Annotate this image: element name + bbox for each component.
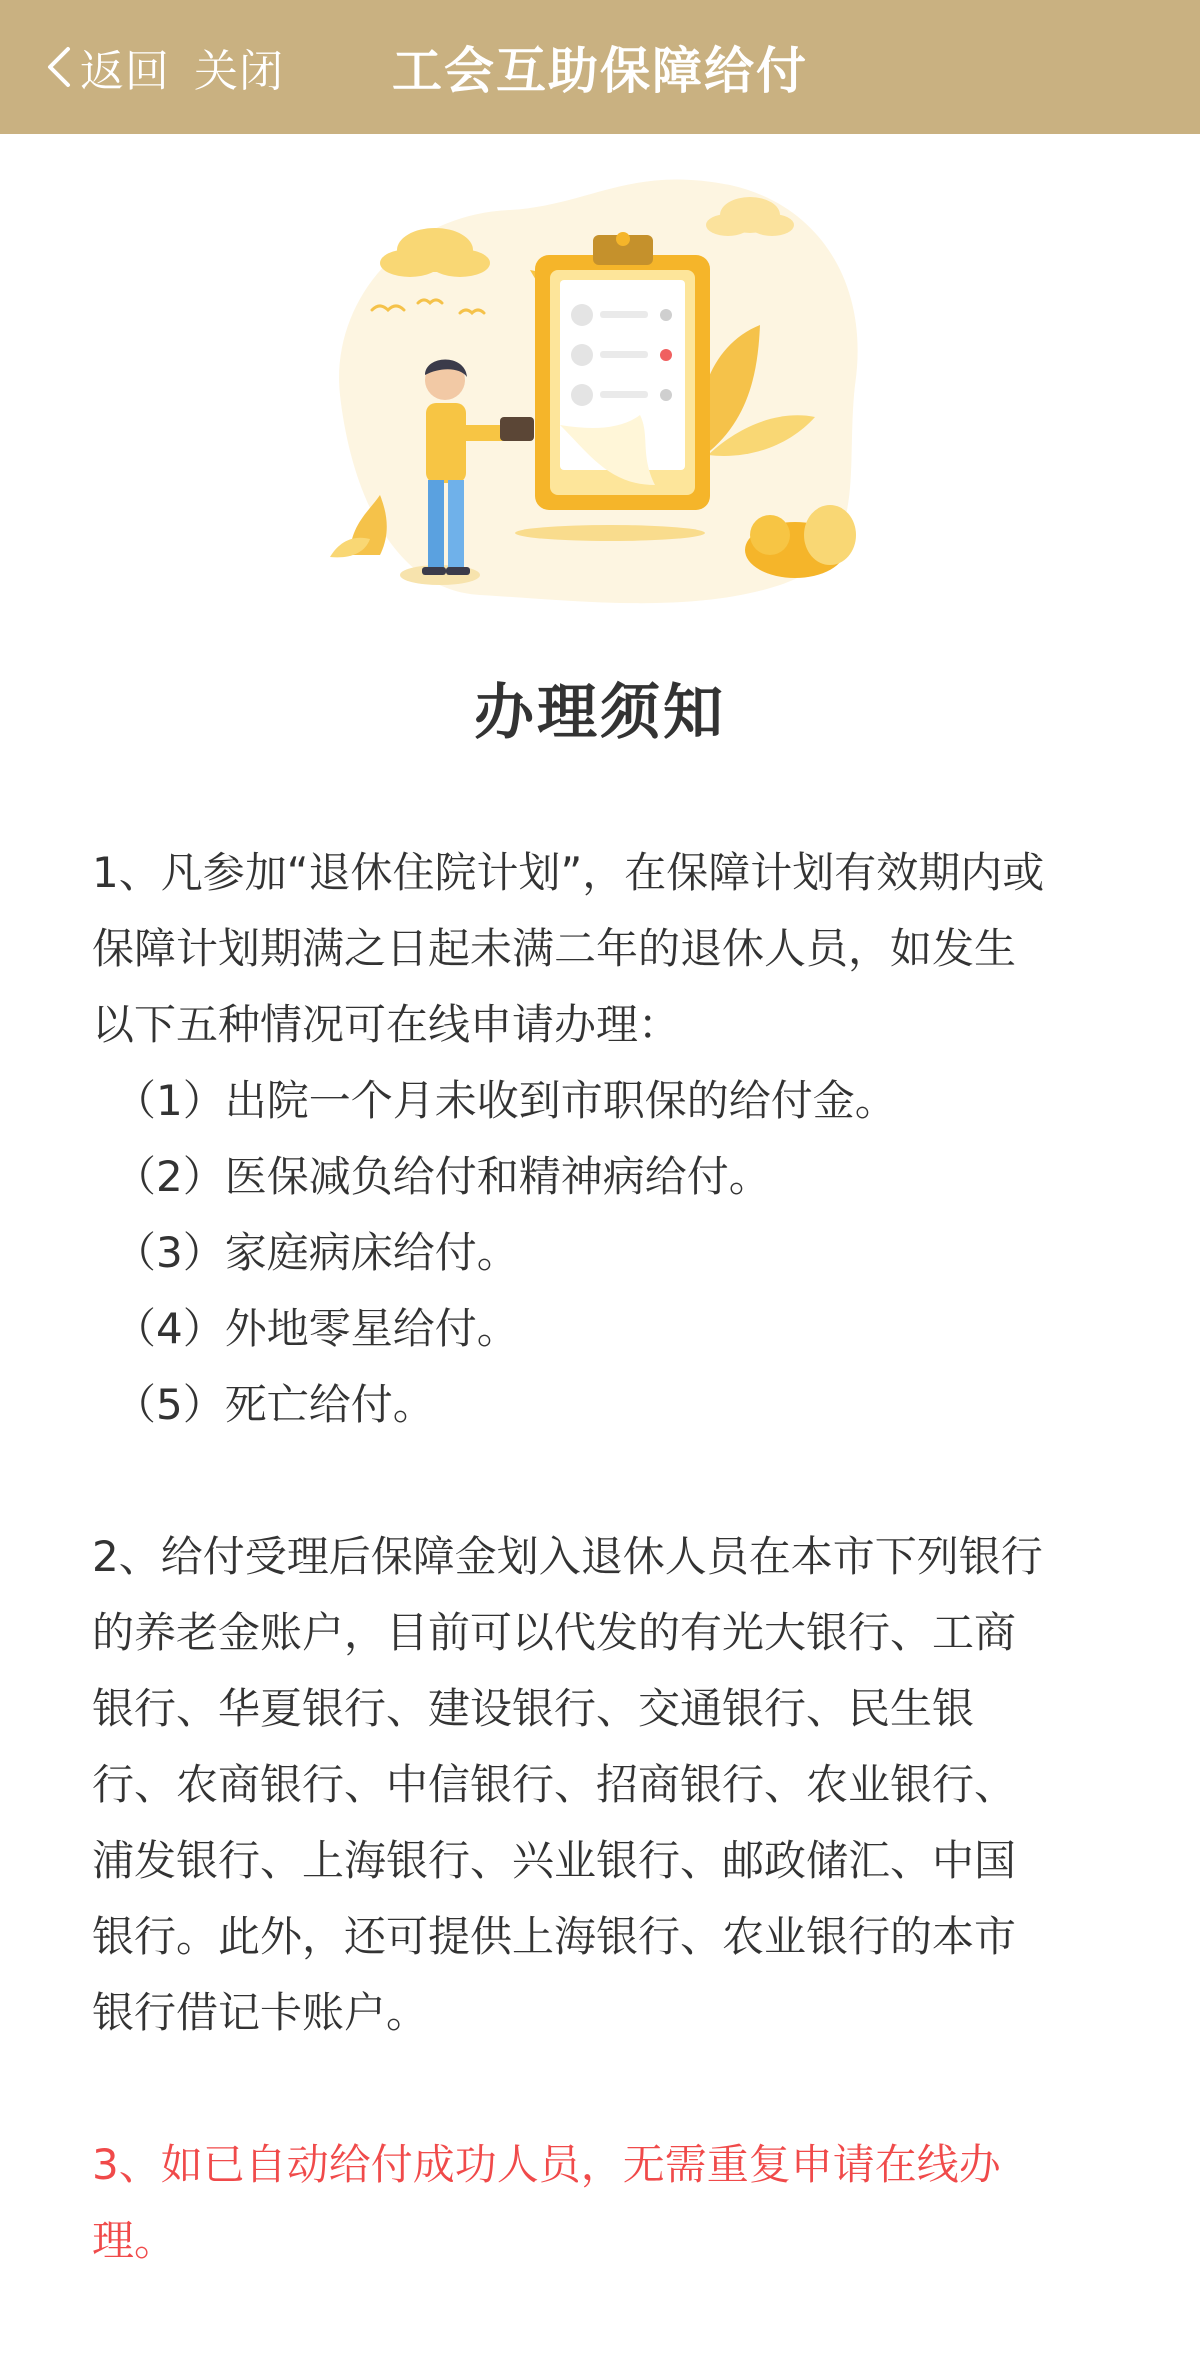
item-3-line-1: 3、如已自动给付成功人员，无需重复申请在线办 xyxy=(92,2140,1001,2189)
back-label: 返回 xyxy=(80,46,170,97)
spacer xyxy=(92,1443,1112,1519)
item-2-line-2: 的养老金账户，目前可以代发的有光大银行、工商 xyxy=(92,1608,1017,1657)
item-2-line-1: 2、给付受理后保障金划入退休人员在本市下列银行 xyxy=(92,1532,1043,1581)
back-button[interactable] xyxy=(44,32,170,102)
item-2-line-5: 浦发银行、上海银行、兴业银行、邮政储汇、中国 xyxy=(92,1836,1017,1885)
item-2-line-3: 银行、华夏银行、建设银行、交通银行、民生银 xyxy=(92,1684,975,1733)
chevron-left-icon xyxy=(44,43,74,91)
close-button[interactable]: 关闭 xyxy=(194,46,284,97)
item-3-line-2: 理。 xyxy=(92,2216,177,2265)
sub-item-2: （2）医保减负给付和精神病给付。 xyxy=(114,1152,771,1201)
item-1-line-1: 1、凡参加“退休住院计划”，在保障计划有效期内或 xyxy=(92,848,1045,897)
item-2-line-7: 银行借记卡账户。 xyxy=(92,1988,429,2037)
item-2-line-6: 银行。此外，还可提供上海银行、农业银行的本市 xyxy=(92,1912,1017,1961)
page-title: 工会互助保障给付 xyxy=(392,42,808,100)
sub-item-3: （3）家庭病床给付。 xyxy=(114,1228,519,1277)
sub-item-4: （4）外地零星给付。 xyxy=(114,1304,519,1353)
nav-bar xyxy=(0,0,1200,134)
item-2-line-4: 行、农商银行、中信银行、招商银行、农业银行、 xyxy=(92,1760,1017,1809)
hero-illustration xyxy=(310,155,890,625)
sub-item-5: （5）死亡给付。 xyxy=(114,1380,435,1429)
sub-item-1: （1）出院一个月未收到市职保的给付金。 xyxy=(114,1076,897,1125)
notice-content xyxy=(92,835,1112,2279)
clipboard-icon xyxy=(535,232,710,510)
item-1-line-3: 以下五种情况可在线申请办理： xyxy=(92,1000,681,1049)
spacer xyxy=(92,2051,1112,2127)
section-title: 办理须知 xyxy=(474,678,726,748)
item-1-line-2: 保障计划期满之日起未满二年的退休人员，如发生 xyxy=(92,924,1017,973)
plant-icon xyxy=(330,495,387,557)
